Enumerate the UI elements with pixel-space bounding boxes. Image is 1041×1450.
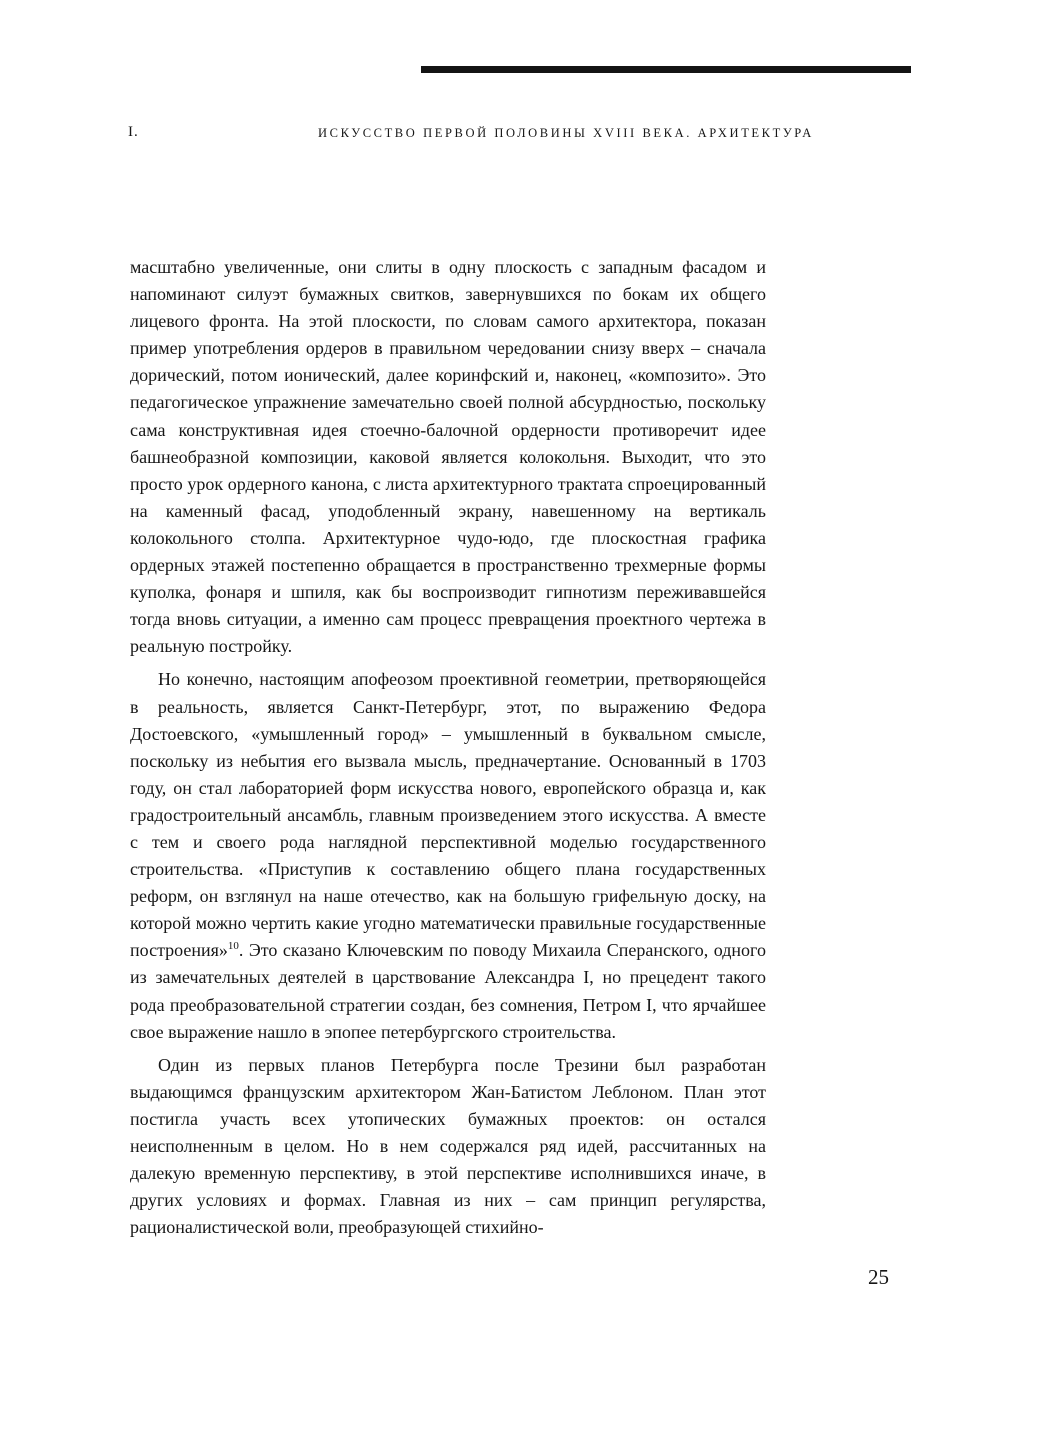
- paragraph-2-text: Но конечно, настоящим апофеозом проективной геометрии, претворяющейся в реальность, является Санкт-Петербург, этот, по выражению Федора Достоевского, «умышленный город» – умышленный в буквальном смысле, поскольку из небытия его вызвала мысль, предначертание. Основанный в 1703 году, он стал лабораторией форм искусства нового, европейского образца и, как градостроительный ансамбль, главным произведением этого искусства. А вместе с тем и своего рода наглядной перспективной моделью государственного строительства. «Приступив к составлению общего плана государственных реформ, он взглянул на наше отечество, как на большую грифельную доску, на которой можно чертить какие угодно математически правильные государственные построения»: [130, 669, 766, 961]
- footnote-marker: 10: [227, 940, 239, 953]
- body-text: [130, 254, 766, 1241]
- paragraph-2-continuation: . Это сказано Ключевским по поводу Михаила Сперанского, одного из замечательных деятелей в царствование Александра I, но прецедент такого рода преобразовательной стратегии создан, без сомнения, Петром I, что ярчайшее свое выражение нашло в эпопее петербургского строительства.: [130, 940, 766, 1042]
- header-rule: [421, 66, 911, 73]
- running-title: ИСКУССТВО ПЕРВОЙ ПОЛОВИНЫ XVIII ВЕКА. АРХИТЕКТУРА: [318, 126, 814, 140]
- paragraph-3: Один из первых планов Петербурга после Трезини был разработан выдающимся французским архитектором Жан-Батистом Леблоном. План этот постигла участь всех утопических бумажных проектов: он остался неисполненным в целом. Но в нем содержался ряд идей, рассчитанных на далекую временную перспективу, в этой перспективе исполнившихся иначе, в других условиях и формах. Главная из них – сам принцип регулярства, рационалистической воли, преобразующей стихийно-: [130, 1054, 766, 1238]
- chapter-number: I.: [128, 124, 139, 140]
- paragraph-2: [130, 666, 766, 1045]
- page-number: 25: [868, 1265, 889, 1289]
- paragraph-1: масштабно увеличенные, они слиты в одну плоскость с западным фасадом и напоминают силуэт бумажных свитков, завернувшихся по бокам их общего лицевого фронта. На этой плоскости, по словам самого архитектора, показан пример употребления ордеров в правильном чередовании снизу вверх – сначала дорический, потом ионический, далее коринфский и, наконец, «композито». Это педагогическое упражнение замечательно своей полной абсурдностью, поскольку сама конструктивная идея стоечно-балочной ордерности противоречит идее башнеобразной композиции, каковой является колокольня. Выходит, что это просто урок ордерного канона, с листа архитектурного трактата спроецированный на каменный фасад, уподобленный экрану, навешенному на вертикаль колокольного столпа. Архитектурное чудо-юдо, где плоскостная графика ордерных этажей постепенно обращается в пространственно трехмерные формы куполка, фонаря и шпиля, как бы воспроизводит гипнотизм переживавшейся тогда вновь ситуации, а именно сам процесс превращения проектного чертежа в реальную постройку.: [130, 257, 766, 657]
